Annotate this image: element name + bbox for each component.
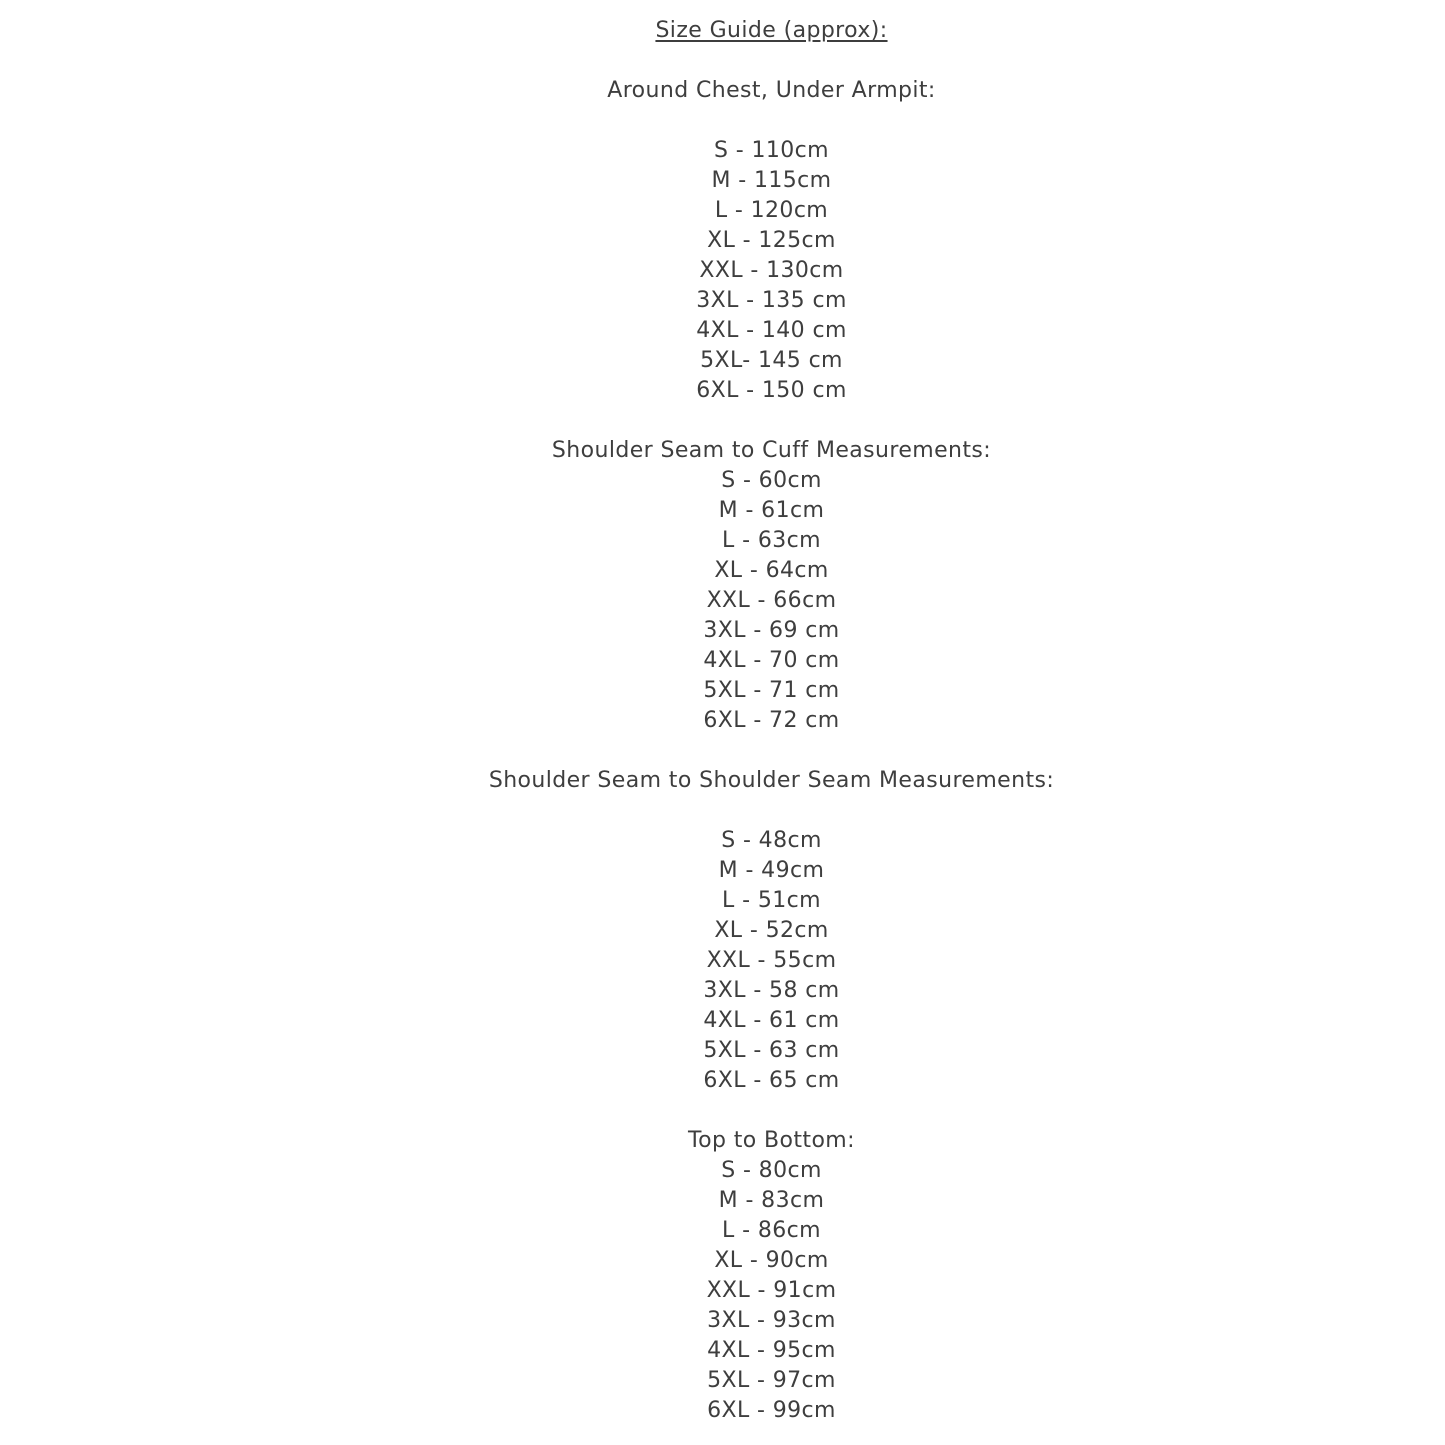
- section-around-chest: [98, 76, 1445, 406]
- size-row: 6XL - 150 cm: [696, 378, 847, 403]
- size-row: 3XL - 93cm: [707, 1308, 836, 1333]
- size-row: 4XL - 70 cm: [703, 648, 840, 673]
- size-row: L - 63cm: [722, 528, 821, 553]
- size-row: M - 115cm: [711, 168, 832, 193]
- size-row: 3XL - 135 cm: [696, 288, 847, 313]
- size-row: L - 120cm: [714, 198, 829, 223]
- size-row: XL - 90cm: [714, 1248, 829, 1273]
- section-rows-shoulder-to-cuff: [98, 466, 1445, 736]
- size-row: 6XL - 65 cm: [703, 1068, 840, 1093]
- size-row: XXL - 130cm: [699, 258, 844, 283]
- size-row: XL - 52cm: [714, 918, 829, 943]
- size-row: 5XL - 97cm: [707, 1368, 836, 1393]
- section-rows-shoulder-to-shoulder: [98, 826, 1445, 1096]
- size-row: 3XL - 58 cm: [703, 978, 840, 1003]
- size-row: 6XL - 72 cm: [703, 708, 840, 733]
- size-row: S - 48cm: [721, 828, 822, 853]
- section-rows-top-to-bottom: [98, 1156, 1445, 1426]
- size-row: 4XL - 61 cm: [703, 1008, 840, 1033]
- section-top-to-bottom: [98, 1126, 1445, 1426]
- size-row: XL - 125cm: [707, 228, 836, 253]
- size-row: 3XL - 69 cm: [703, 618, 840, 643]
- size-row: 5XL - 63 cm: [703, 1038, 840, 1063]
- section-rows-around-chest: [98, 136, 1445, 406]
- size-row: S - 80cm: [721, 1158, 822, 1183]
- size-row: 6XL - 99cm: [707, 1398, 836, 1423]
- size-row: 5XL- 145 cm: [700, 348, 843, 373]
- section-heading-shoulder-to-cuff: Shoulder Seam to Cuff Measurements:: [551, 438, 992, 463]
- section-heading-top-to-bottom: Top to Bottom:: [688, 1128, 855, 1153]
- size-row: S - 110cm: [713, 138, 829, 163]
- size-row: S - 60cm: [721, 468, 822, 493]
- size-row: XL - 64cm: [714, 558, 829, 583]
- section-heading-shoulder-to-shoulder: Shoulder Seam to Shoulder Seam Measurements:: [488, 768, 1055, 793]
- size-row: M - 61cm: [718, 498, 825, 523]
- section-heading-around-chest: Around Chest, Under Armpit:: [607, 78, 936, 103]
- size-row: 5XL - 71 cm: [703, 678, 840, 703]
- size-row: XXL - 55cm: [706, 948, 837, 973]
- size-row: 4XL - 95cm: [707, 1338, 836, 1363]
- size-row: XXL - 91cm: [706, 1278, 837, 1303]
- page-title: Size Guide (approx):: [655, 18, 888, 43]
- size-row: XXL - 66cm: [706, 588, 837, 613]
- size-row: M - 49cm: [718, 858, 825, 883]
- size-row: L - 51cm: [722, 888, 821, 913]
- size-row: 4XL - 140 cm: [696, 318, 847, 343]
- section-shoulder-to-shoulder: [98, 766, 1445, 1096]
- section-shoulder-to-cuff: [98, 436, 1445, 736]
- size-row: M - 83cm: [718, 1188, 825, 1213]
- size-row: L - 86cm: [722, 1218, 821, 1243]
